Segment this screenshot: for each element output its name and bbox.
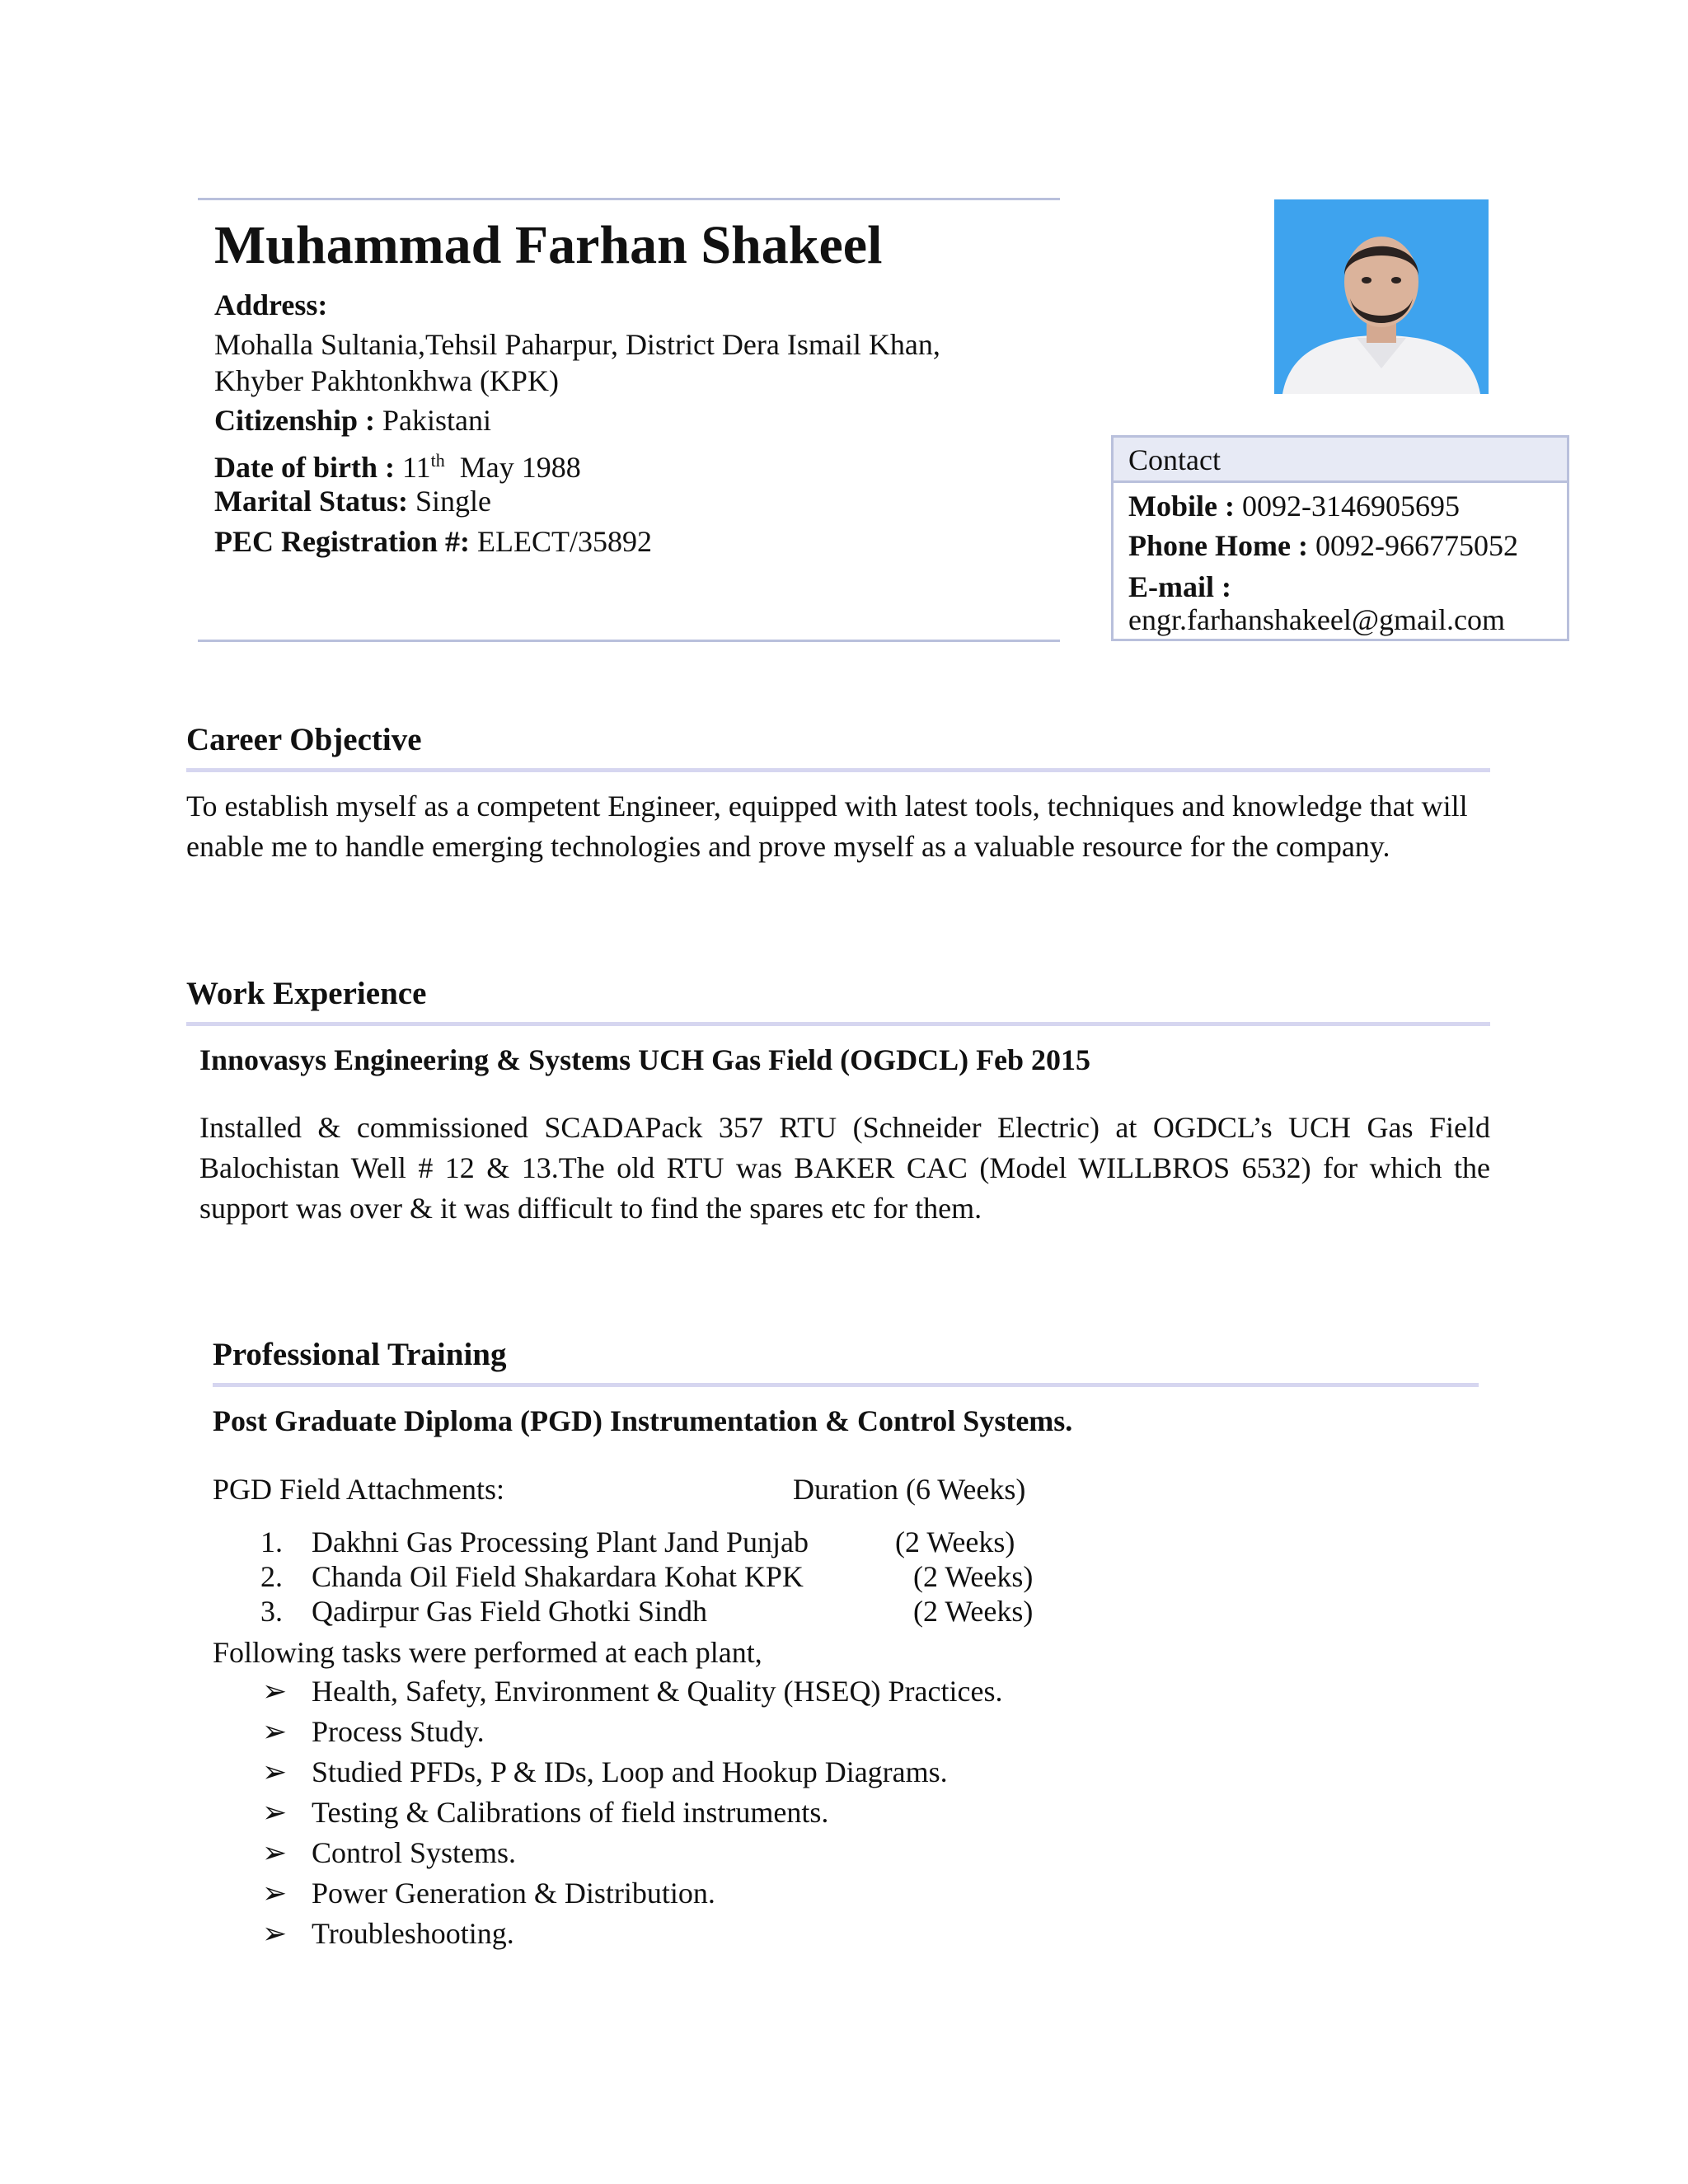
tasks-intro: Following tasks were performed at each plant, — [213, 1636, 762, 1669]
plant-name: Dakhni Gas Processing Plant Jand Punjab — [312, 1526, 809, 1558]
email-label: E-mail : — [1128, 570, 1231, 603]
arrow-bullet-icon: ➢ — [262, 1796, 288, 1829]
mobile-label: Mobile : — [1128, 490, 1235, 523]
arrow-bullet-icon: ➢ — [262, 1917, 288, 1950]
contact-header — [1114, 438, 1567, 483]
plant-name: Qadirpur Gas Field Ghotki Sindh — [312, 1595, 707, 1628]
citizenship-row — [214, 401, 491, 440]
address-label: Address: — [214, 288, 328, 321]
address-line-2: Khyber Pakhtonkhwa (KPK) — [214, 364, 559, 397]
email-value: engr.farhanshakeel@gmail.com — [1128, 603, 1505, 636]
task-text: Control Systems. — [312, 1836, 517, 1869]
contact-box — [1111, 435, 1569, 641]
arrow-bullet-icon: ➢ — [262, 1755, 288, 1788]
plant-number: 2. — [260, 1560, 283, 1593]
dob-suffix: th — [430, 450, 445, 471]
training-program: Post Graduate Diploma (PGD) Instrumentation & Control Systems. — [213, 1404, 1073, 1437]
portrait-image — [1274, 199, 1489, 394]
pec-value: ELECT/35892 — [469, 525, 652, 558]
attachments-label: PGD Field Attachments: — [213, 1473, 504, 1506]
phone-row — [1128, 527, 1518, 565]
plant-duration: (2 Weeks) — [913, 1560, 1034, 1593]
dob-month-year: May 1988 — [444, 451, 581, 484]
address-line-1: Mohalla Sultania,Tehsil Paharpur, District Dera Ismail Khan, — [214, 328, 940, 361]
task-text: Power Generation & Distribution. — [312, 1877, 715, 1910]
arrow-bullet-icon: ➢ — [262, 1877, 288, 1910]
dob-label: Date of birth : — [214, 451, 395, 484]
professional-training-rule — [213, 1383, 1479, 1387]
task-text: Studied PFDs, P & IDs, Loop and Hookup Diagrams. — [312, 1755, 948, 1788]
task-text: Testing & Calibrations of field instruments. — [312, 1796, 829, 1829]
candidate-name: Muhammad Farhan Shakeel — [214, 215, 883, 275]
work-experience-title: Work Experience — [186, 976, 427, 1011]
pec-label: PEC Registration #: — [214, 525, 470, 558]
career-objective-rule — [186, 768, 1490, 772]
dob-day: 11 — [394, 451, 431, 484]
plant-number: 3. — [260, 1595, 283, 1628]
task-text: Troubleshooting. — [312, 1917, 514, 1950]
task-item — [262, 1833, 516, 1872]
job-title: Innovasys Engineering & Systems UCH Gas Field (OGDCL) Feb 2015 — [199, 1043, 1091, 1076]
task-text: Process Study. — [312, 1715, 485, 1748]
mobile-value: 0092-3146905695 — [1234, 490, 1460, 523]
marital-value: Single — [407, 485, 491, 518]
phone-label: Phone Home : — [1128, 529, 1308, 562]
header-bottom-rule — [198, 640, 1060, 642]
professional-training-title: Professional Training — [213, 1337, 507, 1372]
plant-duration: (2 Weeks) — [913, 1595, 1034, 1628]
marital-label: Marital Status: — [214, 485, 408, 518]
plant-number: 1. — [260, 1526, 283, 1558]
career-objective-text: To establish myself as a competent Engineer, equipped with latest tools, techniques and knowledge that will enable me to handle emerging technologies and prove myself as a valuable resource for the company. — [186, 790, 1468, 863]
phone-value: 0092-966775052 — [1307, 529, 1518, 562]
task-item — [262, 1671, 1002, 1711]
dob-row — [214, 441, 581, 487]
career-objective-title: Career Objective — [186, 722, 422, 757]
task-item — [262, 1752, 948, 1792]
mobile-row — [1128, 487, 1460, 525]
task-item — [262, 1712, 485, 1751]
contact-heading: Contact — [1128, 443, 1221, 476]
plant-name: Chanda Oil Field Shakardara Kohat KPK — [312, 1560, 804, 1593]
header-top-rule — [198, 198, 1060, 200]
profile-photo — [1274, 199, 1489, 394]
marital-row — [214, 481, 491, 521]
arrow-bullet-icon: ➢ — [262, 1675, 288, 1708]
task-text: Health, Safety, Environment & Quality (HSEQ) Practices. — [312, 1675, 1003, 1708]
task-item — [262, 1914, 514, 1953]
job-description: Installed & commissioned SCADAPack 357 RTU (Schneider Electric) at OGDCL’s UCH Gas Field Balochistan Well # 12 & 13.The old RTU was BAKER CAC (Model WILLBROS 6532) for which the support was over & it was difficult to find the spares etc for them. — [199, 1111, 1490, 1225]
citizenship-value: Pakistani — [375, 404, 492, 437]
task-item — [262, 1873, 715, 1913]
plant-duration: (2 Weeks) — [895, 1526, 1015, 1558]
work-experience-rule — [186, 1022, 1490, 1026]
duration-label: Duration (6 Weeks) — [793, 1473, 1026, 1506]
pec-row — [214, 522, 652, 561]
citizenship-label: Citizenship : — [214, 404, 376, 437]
arrow-bullet-icon: ➢ — [262, 1715, 288, 1748]
arrow-bullet-icon: ➢ — [262, 1836, 288, 1869]
task-item — [262, 1793, 828, 1832]
